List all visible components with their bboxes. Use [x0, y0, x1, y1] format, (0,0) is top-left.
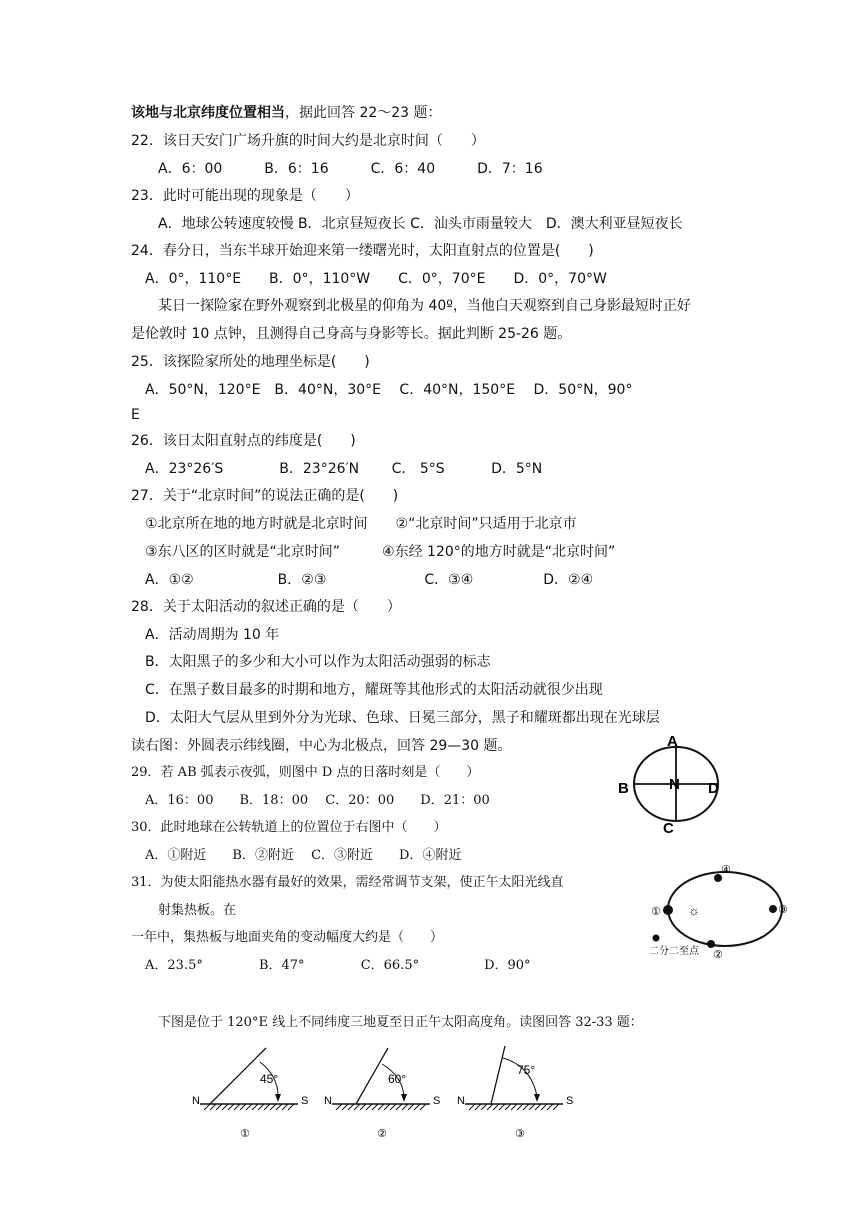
q24-options: A．0°，110°E B．0°，110°W C．0°，70°E D．0°，70°W	[145, 271, 607, 287]
q22-stem: 22．该日天安门广场升旗的时间大约是北京时间（ ）	[131, 133, 485, 149]
q31-options: A．23.5° B．47° C．66.5° D．90°	[145, 958, 531, 973]
circle-label-a: A	[667, 733, 678, 750]
intro-bold: 该地与北京纬度位置相当	[131, 105, 285, 121]
orbit-label-3: ③	[778, 904, 788, 916]
orbit-point-2	[707, 940, 715, 948]
sun-icon: ☼	[688, 903, 700, 918]
q31-stem-3: 一年中，集热板与地面夹角的变动幅度大约是（ ）	[131, 930, 444, 945]
figure-number-1: ①	[240, 1128, 250, 1140]
q26-options: A．23°26′S B．23°26′N C． 5°S D．5°N	[145, 461, 543, 477]
circle-label-n: N	[669, 776, 680, 793]
q22-options: A．6：00 B．6：16 C．6：40 D．7：16	[158, 161, 543, 177]
q29-options: A．16：00 B．18：00 C．20：00 D．21：00	[145, 793, 490, 808]
q26-stem: 26．该日太阳直射点的纬度是( )	[131, 433, 356, 449]
q28-option-d: D．太阳大气层从里到外分为光球、色球、日冕三部分，黑子和耀斑都出现在光球层	[145, 710, 660, 726]
latitude-circle-figure	[610, 732, 735, 837]
q24-stem: 24．春分日，当东半球开始迎来第一缕曙光时，太阳直射点的位置是( )	[131, 243, 594, 259]
sun-angle-figure-1	[190, 1036, 320, 1146]
figure-number-3: ③	[515, 1128, 525, 1140]
north-label-3: N	[457, 1095, 465, 1107]
q23-options: A．地球公转速度较慢 B．北京昼短夜长 C．汕头市雨量较大 D．澳大利亚昼短夜长	[158, 216, 683, 232]
south-label-2: S	[433, 1095, 441, 1107]
north-label-1: N	[192, 1095, 200, 1107]
passage-25-line1: 某日一探险家在野外观察到北极星的仰角为 40º，当他白天观察到自己身影最短时正好	[158, 298, 691, 314]
sun-angle-figure-2	[322, 1036, 452, 1146]
q25-options-wrap: E	[131, 407, 140, 423]
q23-stem: 23．此时可能出现的现象是（ ）	[131, 188, 359, 204]
circle-label-d: D	[708, 780, 719, 797]
intro-rest: ，据此回答 22～23 题：	[285, 105, 442, 121]
q27-statements-2: ③东八区的区时就是“北京时间” ④东经 120°的地方时就是“北京时间”	[145, 544, 616, 560]
q30-options: A．①附近 B．②附近 C．③附近 D．④附近	[145, 848, 462, 863]
q28-option-a: A．活动周期为 10 年	[145, 627, 280, 643]
intro-line	[131, 104, 442, 122]
q27-stem: 27．关于“北京时间”的说法正确的是( )	[131, 488, 399, 504]
orbit-point-1	[663, 905, 673, 915]
angle-label-3: 75°	[517, 1063, 536, 1077]
circle-label-b: B	[618, 780, 629, 797]
south-label-3: S	[566, 1095, 574, 1107]
circle-label-c: C	[663, 820, 674, 837]
q31-stem-2: 射集热板。在	[158, 903, 237, 918]
q31-stem-1: 31．为使太阳能热水器有最好的效果，需经常调节支架，使正午太阳光线直	[131, 875, 564, 890]
q28-option-b: B．太阳黑子的多少和大小可以作为太阳活动强弱的标志	[145, 654, 491, 670]
legend-dot	[653, 935, 660, 942]
figure-number-2: ②	[377, 1128, 387, 1140]
q25-options: A．50°N，120°E B．40°N，30°E C．40°N，150°E D．50°N，90°	[145, 382, 633, 398]
passage-25-line2: 是伦敦时 10 点钟，且测得自己身高与身影等长。据此判断 25-26 题。	[131, 326, 572, 342]
q27-options: A．①② B．②③ C．③④ D．②④	[145, 572, 594, 588]
sun-angle-figure-3	[455, 1036, 585, 1146]
orbit-point-3	[769, 905, 777, 913]
orbit-label-2: ②	[713, 949, 723, 961]
passage-29: 读右图：外圆表示纬线圈，中心为北极点，回答 29—30 题。	[131, 738, 512, 754]
orbit-label-4: ④	[721, 864, 731, 876]
north-label-2: N	[324, 1095, 332, 1107]
passage-32: 下图是位于 120°E 线上不同纬度三地夏至日正午太阳高度角。读图回答 32-33 题：	[158, 1015, 643, 1030]
q29-stem: 29．若 AB 弧表示夜弧，则图中 D 点的日落时刻是（ ）	[131, 765, 480, 780]
orbit-label-1: ①	[651, 906, 661, 918]
q30-stem: 30．此时地球在公转轨道上的位置位于右图中（ ）	[131, 820, 447, 835]
angle-label-2: 60°	[388, 1072, 407, 1086]
angle-label-1: 45°	[260, 1072, 279, 1086]
orbit-caption: 二分二至点	[649, 946, 699, 957]
orbit-figure	[645, 862, 795, 962]
q28-option-c: C．在黑子数目最多的时期和地方，耀斑等其他形式的太阳活动就很少出现	[145, 682, 603, 698]
q27-statements-1: ①北京所在地的地方时就是北京时间 ②“北京时间”只适用于北京市	[145, 516, 577, 532]
q28-stem: 28．关于太阳活动的叙述正确的是（ ）	[131, 599, 401, 615]
q25-stem: 25．该探险家所处的地理坐标是( )	[131, 354, 370, 370]
south-label-1: S	[301, 1095, 309, 1107]
